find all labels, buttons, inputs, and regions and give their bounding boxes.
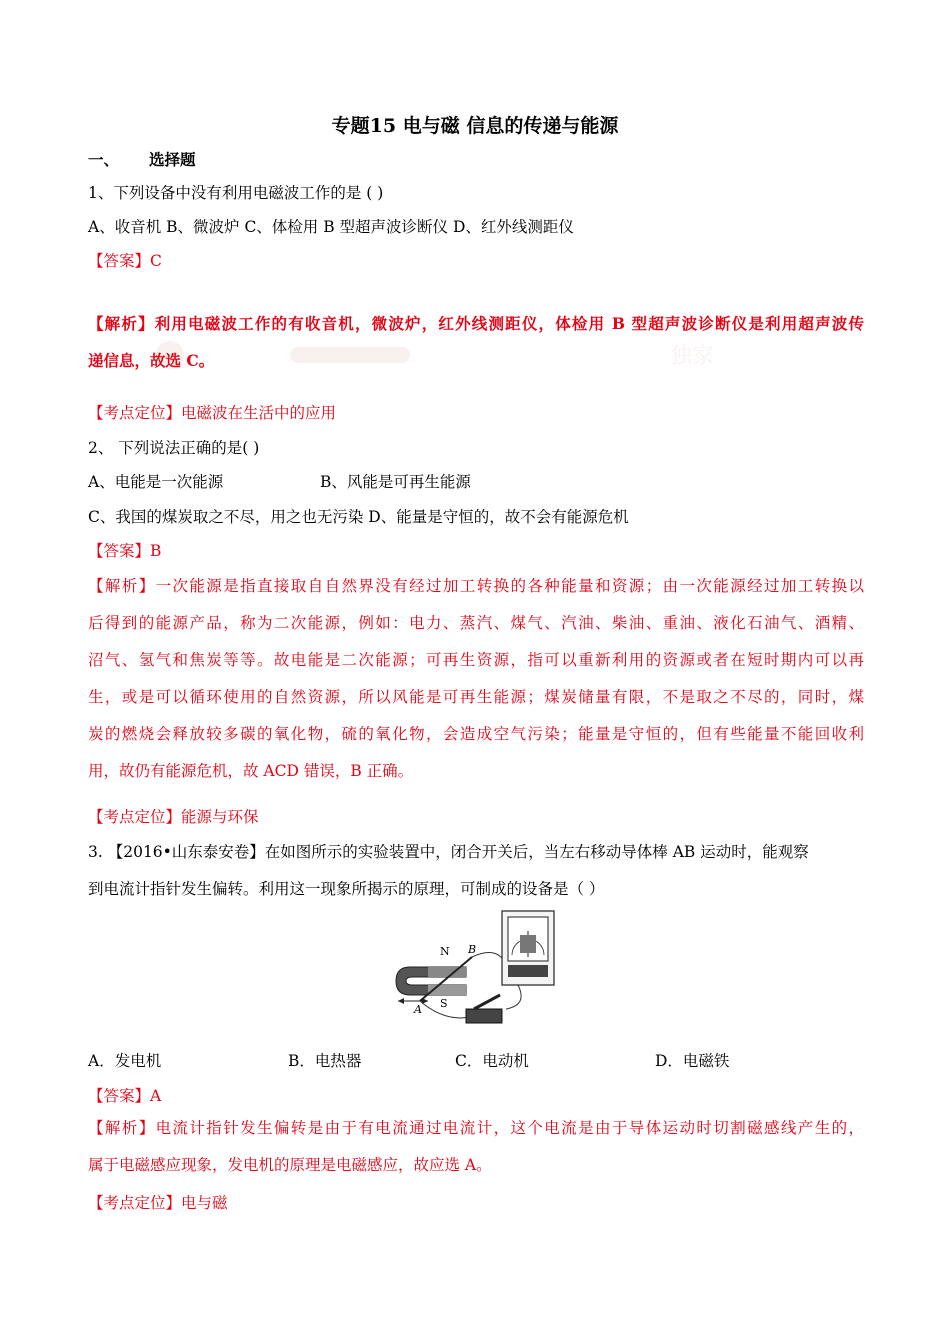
- wire: [506, 985, 521, 1009]
- analysis-line: 递信息，故选 C。: [88, 351, 215, 370]
- analysis-line: 生，或是可以循环使用的自然资源，所以风能是可再生能源；煤炭储量有限，不是取之不尽的，同时，煤: [88, 688, 864, 706]
- experiment-apparatus-figure: [388, 905, 560, 1027]
- q1-stem: 1、下列设备中没有利用电磁波工作的是 ( ): [88, 184, 384, 202]
- magnet-pole-n: [428, 967, 466, 977]
- kp-value: 能源与环保: [181, 808, 259, 826]
- answer-value: A: [150, 1087, 162, 1105]
- q2-option-a: A、电能是一次能源: [88, 473, 224, 491]
- q2-stem: 2、 下列说法正确的是( ): [88, 439, 260, 457]
- label-s: S: [440, 997, 448, 1010]
- label-b: B: [468, 943, 477, 956]
- kp-tag: 【考点定位】: [88, 1194, 182, 1212]
- q3-knowledge-point: [88, 1191, 228, 1213]
- q3-option-b: B．电热器: [288, 1052, 362, 1070]
- analysis-line: 【解析】电流计指针发生偏转是由于有电流通过电流计，这个电流是由于导体运动时切割磁感线产生的，: [88, 1119, 864, 1137]
- q3-answer: [88, 1084, 161, 1106]
- q1-answer: [88, 249, 162, 271]
- answer-value: B: [150, 542, 162, 560]
- kp-value: 电与磁: [181, 1194, 228, 1212]
- q3-stem-line2: 到电流计指针发生偏转。利用这一现象所揭示的原理，可制成的设备是（ ）: [88, 880, 605, 898]
- analysis-line: 【解析】一次能源是指直接取自自然界没有经过加工转换的各种能量和资源；由一次能源经过加工转换以: [88, 577, 864, 595]
- q3-analysis: [88, 1110, 864, 1184]
- label-a: A: [414, 1003, 422, 1016]
- q1-knowledge-point: [88, 401, 336, 423]
- kp-tag: 【考点定位】: [88, 808, 182, 826]
- section-number: 一、: [88, 150, 120, 169]
- kp-value: 电磁波在生活中的应用: [181, 404, 337, 422]
- switch-base: [466, 1009, 502, 1023]
- analysis-line: 沼气、氢气和焦炭等等。故电能是二次能源；可再生资源，指可以重新利用的资源或者在短时期内可以再: [88, 651, 864, 669]
- watermark-text: 独家: [670, 344, 715, 369]
- analysis-line: 用，故仍有能源危机，故 ACD 错误，B 正确。: [88, 762, 414, 780]
- q3-option-d: D．电磁铁: [655, 1052, 730, 1070]
- answer-tag: 【答案】: [88, 1087, 151, 1105]
- q2-options-cd: C、我国的煤炭取之不尽，用之也无污染 D、能量是守恒的，故不会有能源危机: [88, 508, 629, 526]
- q2-knowledge-point: [88, 805, 259, 827]
- arrow-head-left: [398, 998, 404, 1004]
- q2-analysis: [88, 568, 864, 790]
- q1-analysis: [88, 305, 864, 379]
- wire: [472, 953, 506, 966]
- section-heading: [88, 148, 196, 170]
- analysis-line: 后得到的能源产品，称为二次能源，例如：电力、蒸汽、煤气、汽油、柴油、重油、液化石油气、酒精、: [88, 614, 864, 632]
- answer-tag: 【答案】: [88, 542, 151, 560]
- q3-option-a: A．发电机: [88, 1052, 162, 1070]
- kp-tag: 【考点定位】: [88, 404, 182, 422]
- q1-options: A、收音机 B、微波炉 C、体检用 B 型超声波诊断仪 D、红外线测距仪: [88, 218, 574, 236]
- q3-stem-line1: 3. 【2016•山东泰安卷】在如图所示的实验装置中，闭合开关后，当左右移动导体棒 AB 运动时，能观察: [88, 843, 809, 861]
- label-n: N: [440, 945, 450, 958]
- page-title: 专题15 电与磁 信息的传递与能源: [331, 115, 619, 137]
- answer-value: C: [150, 252, 162, 270]
- answer-tag: 【答案】: [88, 252, 151, 270]
- analysis-line: 【解析】利用电磁波工作的有收音机，微波炉，红外线测距仪，体检用 B 型超声波诊断仪是利用超声波传: [88, 314, 864, 333]
- q3-option-c: C．电动机: [455, 1052, 529, 1070]
- analysis-line: 属于电磁感应现象，发电机的原理是电磁感应，故应选 A。: [88, 1156, 492, 1174]
- galvanometer-base: [508, 965, 548, 977]
- galvanometer-coil: [520, 935, 536, 953]
- analysis-line: 炭的燃烧会释放较多碳的氧化物，硫的氧化物，会造成空气污染；能量是守恒的，但有些能量不能回收利: [88, 725, 864, 743]
- section-label: 选择题: [149, 150, 196, 169]
- q2-answer: [88, 539, 161, 561]
- switch-lever: [474, 995, 500, 1009]
- q2-option-b: B、风能是可再生能源: [320, 473, 471, 491]
